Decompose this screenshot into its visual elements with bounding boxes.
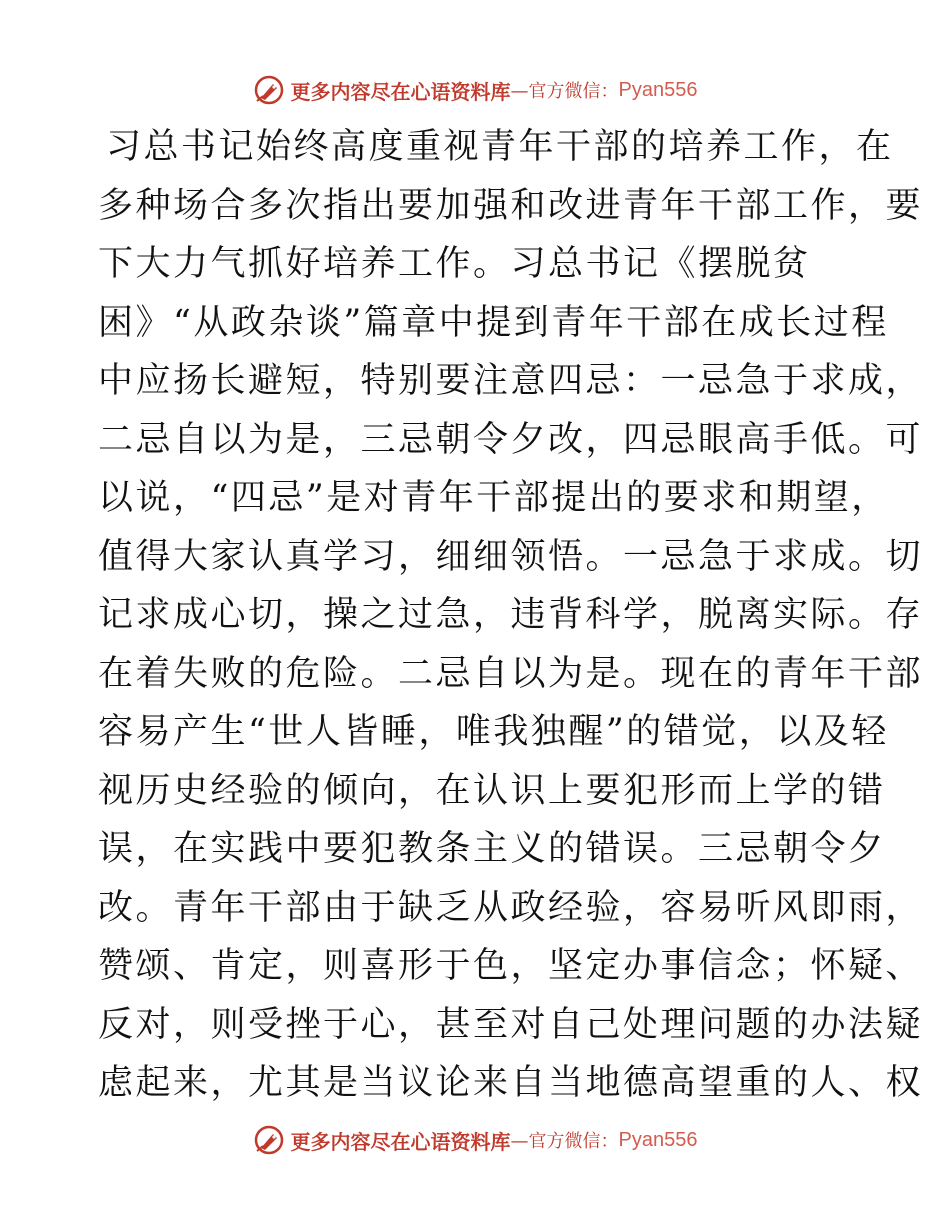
body-line: 反对，则受挫于心，甚至对自己处理问题的办法疑 [98, 1004, 924, 1045]
banner-brand-text: 更多内容尽在心语资料库 [290, 1129, 511, 1154]
footer-banner [0, 1120, 950, 1160]
pen-nib-circle-icon [253, 74, 285, 106]
pen-nib-circle-icon [253, 1124, 285, 1156]
banner-wechat-handle: Pyan556 [618, 1128, 698, 1151]
banner-wechat-handle: Pyan556 [618, 78, 698, 101]
body-line: 虑起来，尤其是当议论来自当地德高望重的人、权 [98, 1063, 924, 1103]
body-line: 改。青年干部由于缺乏从政经验，容易听风即雨， [98, 887, 924, 928]
body-line: 下大力气抓好培养工作。习总书记《摆脱贫 [98, 244, 811, 284]
body-line: 值得大家认真学习，细细领悟。一忌急于求成。切 [98, 536, 924, 577]
banner-brand-text: 更多内容尽在心语资料库 [290, 79, 511, 104]
body-line: 二忌自以为是，三忌朝令夕改，四忌眼高手低。可 [98, 419, 924, 460]
document-body [98, 118, 924, 1113]
body-line: 赞颂、肯定，则喜形于色，坚定办事信念；怀疑、 [98, 946, 924, 986]
body-line: 困》“从政杂谈”篇章中提到青年干部在成长过程 [98, 302, 889, 343]
banner-separator: —官方微信： [510, 1131, 619, 1152]
body-line: 视历史经验的倾向，在认识上要犯形而上学的错 [98, 770, 886, 811]
body-line: 多种场合多次指出要加强和改进青年干部工作，要 [98, 185, 924, 226]
body-line: 习总书记始终高度重视青年干部的培养工作，在 [106, 127, 894, 167]
body-line: 容易产生“世人皆睡，唯我独醒”的错觉，以及轻 [98, 712, 889, 752]
body-line: 以说，“四忌”是对青年干部提出的要求和期望， [98, 478, 889, 518]
body-line: 误，在实践中要犯教条主义的错误。三忌朝令夕 [98, 829, 886, 869]
header-banner [0, 70, 950, 110]
body-line: 记求成心切，操之过急，违背科学，脱离实际。存 [98, 595, 924, 635]
body-line: 中应扬长避短，特别要注意四忌：一忌急于求成， [98, 361, 924, 401]
banner-separator: —官方微信： [510, 81, 619, 102]
body-line: 在着失败的危险。二忌自以为是。现在的青年干部 [98, 653, 924, 694]
